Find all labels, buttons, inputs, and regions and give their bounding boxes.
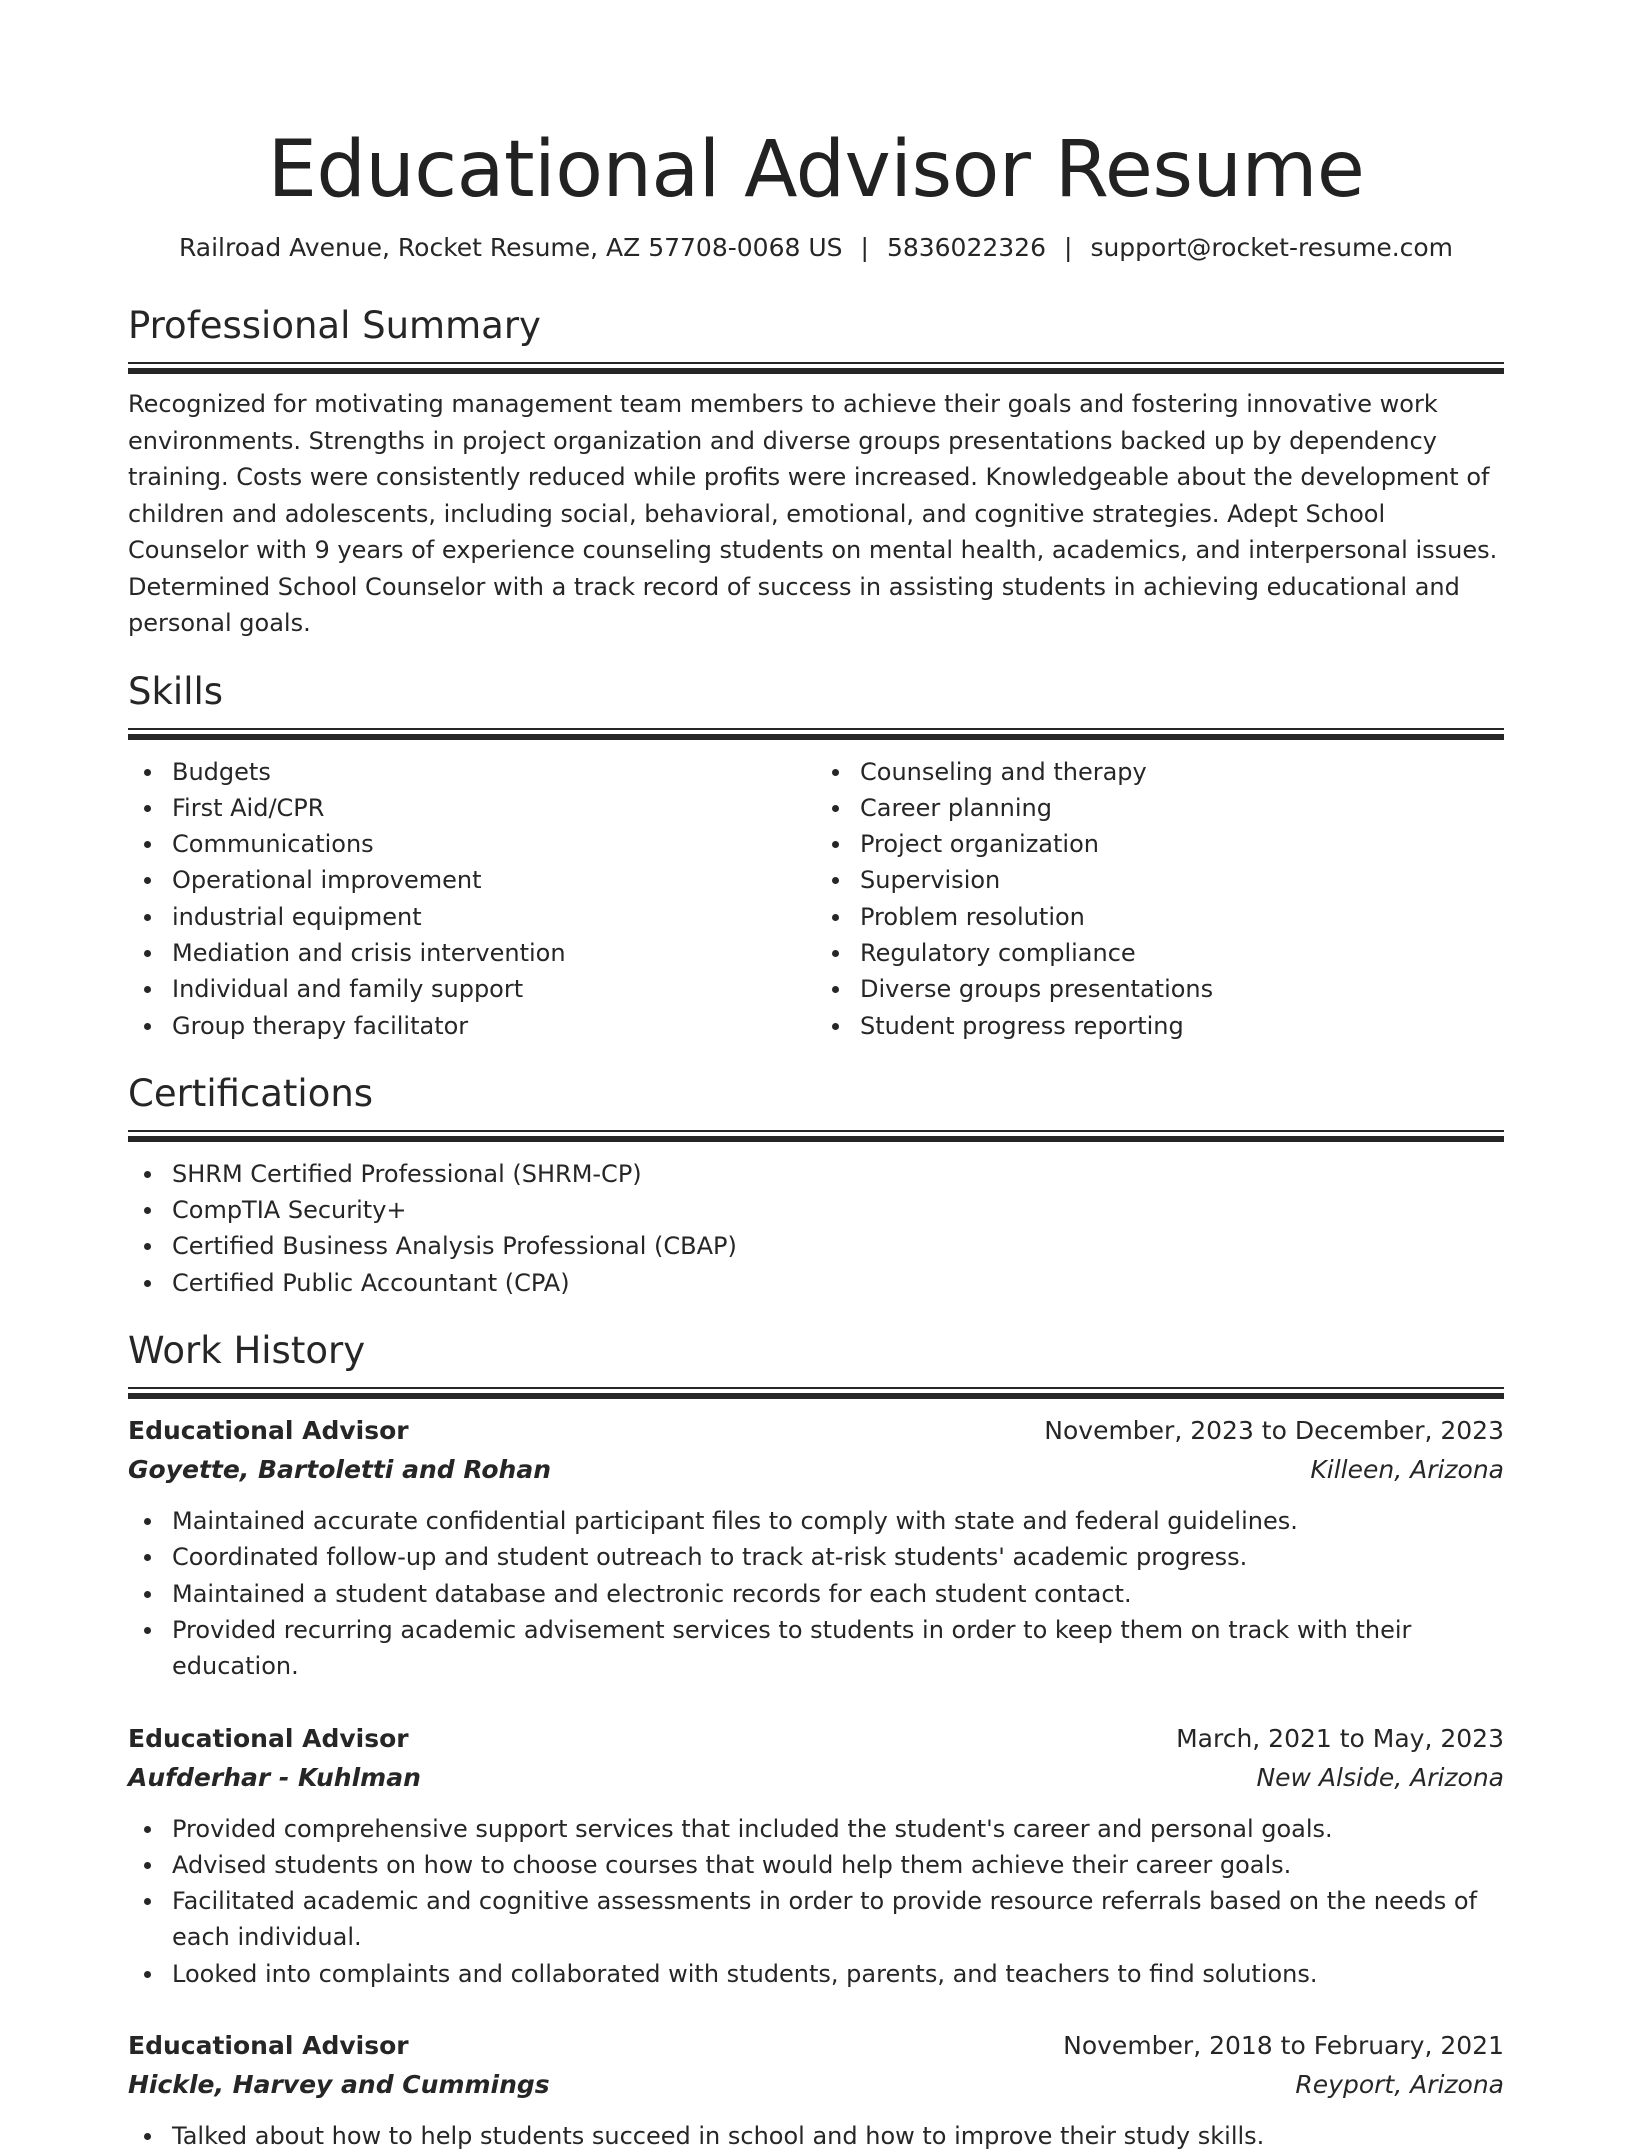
certification-item: CompTIA Security+ [128, 1192, 1504, 1228]
skill-item: Career planning [816, 790, 1504, 826]
job-entry [128, 2026, 1504, 2154]
job-company-row [128, 1451, 1504, 1489]
job-bullet: Provided comprehensive support services that included the student's career and personal goals. [128, 1811, 1504, 1847]
job-entry [128, 1411, 1504, 1684]
skill-item: Regulatory compliance [816, 935, 1504, 971]
certifications-list [128, 1156, 1504, 1301]
skill-item: Mediation and crisis intervention [128, 935, 816, 971]
summary-text: Recognized for motivating management team members to achieve their goals and fostering innovative work environments. Strengths in project organization and diverse groups presentations backed up by dependency training. Costs were consistently reduced while profits were increased. Knowledgeable about the development of children and adolescents, including social, behavioral, emotional, and cognitive strategies. Adept School Counselor with 9 years of experience counseling students on mental health, academics, and interpersonal issues. Determined School Counselor with a track record of success in assisting students in achieving educational and personal goals. [128, 390, 1498, 637]
work-history-heading: Work History [128, 1329, 366, 1373]
certification-item: Certified Business Analysis Professional (CBAP) [128, 1228, 1504, 1264]
job-bullet: Looked into complaints and collaborated with students, parents, and teachers to find solutions. [128, 1956, 1504, 1992]
job-location: New Alside, Arizona [1256, 1762, 1504, 1792]
job-company-row [128, 2066, 1504, 2104]
skill-item: Problem resolution [816, 899, 1504, 935]
section-divider [128, 728, 1504, 740]
summary-heading: Professional Summary [128, 304, 541, 347]
skills-heading: Skills [128, 669, 224, 713]
contact-separator: | [860, 233, 869, 262]
job-entry [128, 1719, 1504, 1992]
contact-phone: 5836022326 [886, 233, 1046, 262]
skill-item: Supervision [816, 862, 1504, 898]
job-bullet: Talked about how to help students succeed in school and how to improve their study skills. [128, 2118, 1504, 2154]
skill-item: First Aid/CPR [128, 790, 816, 826]
job-bullet: Maintained accurate confidential participant files to comply with state and federal guidelines. [128, 1503, 1504, 1539]
job-header-row [128, 1719, 1504, 1759]
job-header-row [128, 1411, 1504, 1451]
job-dates: March, 2021 to May, 2023 [1176, 1723, 1504, 1753]
job-bullet: Maintained a student database and electronic records for each student contact. [128, 1576, 1504, 1612]
skill-item: Individual and family support [128, 971, 816, 1007]
job-location: Killeen, Arizona [1310, 1455, 1504, 1485]
job-title: Educational Advisor [128, 1416, 409, 1446]
skill-item: Group therapy facilitator [128, 1008, 816, 1044]
job-dates: November, 2023 to December, 2023 [1044, 1416, 1504, 1446]
certification-item: SHRM Certified Professional (SHRM-CP) [128, 1156, 1504, 1192]
job-bullet: Facilitated academic and cognitive assessments in order to provide resource referrals based on the needs of each individual. [128, 1883, 1504, 1956]
skill-item: Counseling and therapy [816, 754, 1504, 790]
job-dates: November, 2018 to February, 2021 [1063, 2031, 1504, 2061]
certifications-heading: Certifications [128, 1071, 374, 1115]
certifications-section [128, 1070, 1504, 1301]
section-divider [128, 362, 1504, 374]
contact-email: support@rocket-resume.com [1090, 233, 1454, 262]
contact-address: Railroad Avenue, Rocket Resume, AZ 57708-0068 US [178, 233, 843, 262]
job-header-row [128, 2026, 1504, 2066]
skill-item: industrial equipment [128, 899, 816, 935]
job-bullet: Advised students on how to choose courses that would help them achieve their career goals. [128, 1847, 1504, 1883]
skills-list-left [128, 754, 816, 1044]
job-bullets [128, 1503, 1504, 1684]
skills-columns [128, 754, 1504, 1044]
skill-item: Student progress reporting [816, 1008, 1504, 1044]
job-company: Aufderhar - Kuhlman [128, 1762, 421, 1792]
skill-item: Operational improvement [128, 862, 816, 898]
skill-item: Diverse groups presentations [816, 971, 1504, 1007]
certification-item: Certified Public Accountant (CPA) [128, 1265, 1504, 1301]
skill-item: Communications [128, 826, 816, 862]
job-title: Educational Advisor [128, 1723, 409, 1753]
job-bullet: Provided recurring academic advisement services to students in order to keep them on track with their education. [128, 1612, 1504, 1685]
job-bullets [128, 2118, 1504, 2154]
section-divider [128, 1130, 1504, 1142]
work-history-section [128, 1327, 1504, 2154]
job-company: Hickle, Harvey and Cummings [128, 2070, 550, 2100]
skills-section [128, 668, 1504, 1044]
skill-item: Budgets [128, 754, 816, 790]
skills-list-right [816, 754, 1504, 1044]
job-company-row [128, 1759, 1504, 1797]
job-bullet: Coordinated follow-up and student outreach to track at-risk students' academic progress. [128, 1539, 1504, 1575]
job-bullets [128, 1811, 1504, 1992]
resume-title: Educational Advisor Resume [267, 125, 1365, 215]
contact-line [128, 232, 1504, 264]
summary-section [128, 302, 1504, 642]
job-location: Reyport, Arizona [1295, 2070, 1504, 2100]
contact-separator: | [1064, 233, 1073, 262]
job-title: Educational Advisor [128, 2031, 409, 2061]
job-company: Goyette, Bartoletti and Rohan [128, 1455, 551, 1485]
skill-item: Project organization [816, 826, 1504, 862]
section-divider [128, 1387, 1504, 1399]
